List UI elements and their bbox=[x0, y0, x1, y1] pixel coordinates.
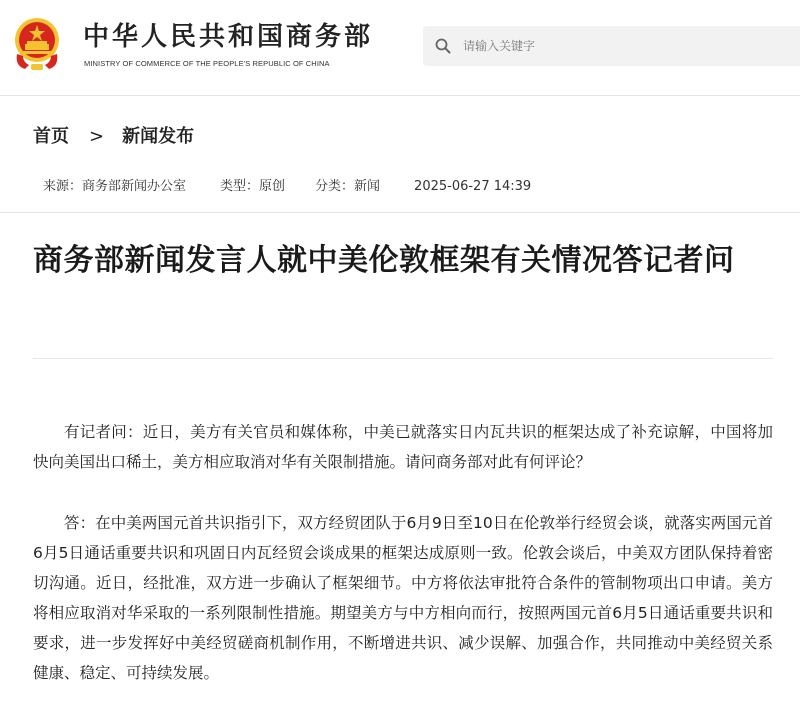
breadcrumb-current[interactable]: 新闻发布 bbox=[122, 126, 195, 147]
search-input[interactable] bbox=[463, 26, 783, 66]
site-name-en: MINISTRY OF COMMERCE OF THE PEOPLE'S REPUBLIC OF CHINA bbox=[84, 59, 330, 68]
article-paragraph-answer: 答：在中美两国元首共识指引下，双方经贸团队于6月9日至10日在伦敦举行经贸会谈，就落实两国元首6月5日通话重要共识和巩固日内瓦经贸会谈成果的框架达成原则一致。伦敦会谈后，中美双方团队保持着密切沟通。近日，经批准，双方进一步确认了框架细节。中方将依法审批符合条件的管制物项出口申请。美方将相应取消对华采取的一系列限制性措施。期望美方与中方相向而行，按照两国元首6月5日通话重要共识和要求，进一步发挥好中美经贸磋商机制作用，不断增进共识、减少误解、加强合作，共同推动中美经贸关系健康、稳定、可持续发展。 bbox=[33, 514, 773, 682]
article-paragraph-question: 有记者问：近日，美方有关官员和媒体称，中美已就落实日内瓦共识的框架达成了补充谅解，中国将加快向美国出口稀土，美方相应取消对华有关限制措施。请问商务部对此有何评论？ bbox=[33, 423, 773, 471]
meta-date: 2025-06-27 14:39 bbox=[414, 179, 532, 194]
title-divider bbox=[33, 358, 773, 359]
breadcrumb-separator: > bbox=[89, 126, 105, 147]
divider bbox=[0, 212, 800, 213]
meta-category: 分类：新闻 bbox=[315, 179, 381, 194]
breadcrumb-home-link[interactable]: 首页 bbox=[33, 126, 69, 147]
meta-source: 来源：商务部新闻办公室 bbox=[43, 179, 187, 194]
site-header bbox=[0, 0, 800, 96]
site-name-cn[interactable]: 中华人民共和国商务部 bbox=[83, 22, 374, 52]
article-title: 商务部新闻发言人就中美伦敦框架有关情况答记者问 bbox=[33, 243, 735, 278]
national-emblem-icon[interactable] bbox=[11, 16, 63, 72]
search-box[interactable] bbox=[423, 26, 800, 66]
article-meta bbox=[43, 175, 531, 194]
meta-type: 类型：原创 bbox=[220, 179, 286, 194]
breadcrumb bbox=[33, 122, 194, 148]
search-icon[interactable] bbox=[435, 38, 451, 54]
